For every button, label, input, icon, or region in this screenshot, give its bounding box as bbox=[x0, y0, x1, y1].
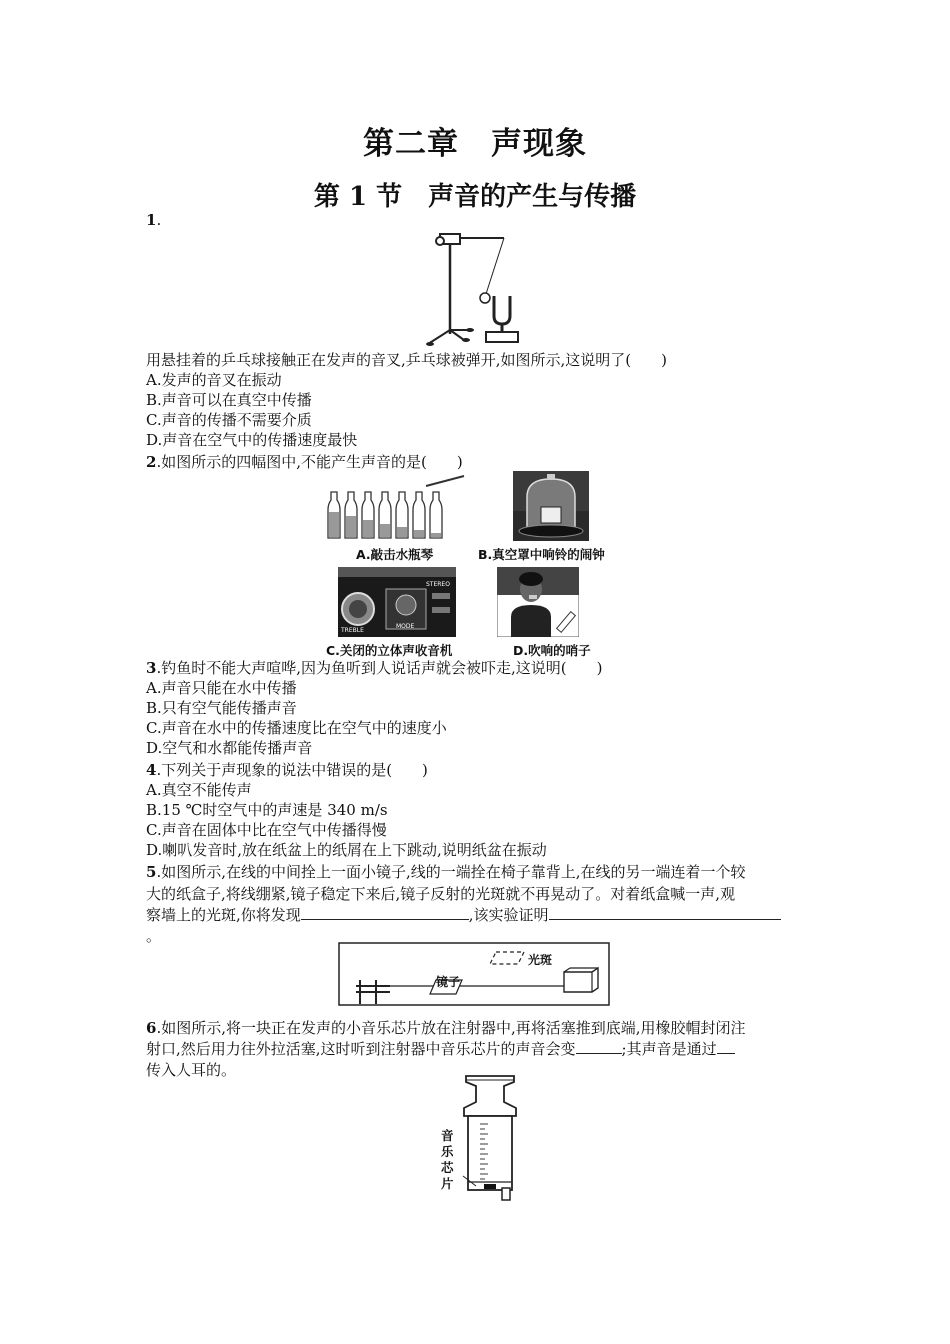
q1-option-b: B.声音可以在真空中传播 bbox=[146, 391, 312, 409]
radio-mode-label: MODE bbox=[396, 623, 415, 630]
vacuum-bell-jar-figure bbox=[513, 471, 589, 541]
q3-option-a: A.声音只能在水中传播 bbox=[146, 679, 297, 697]
boy-whistle-figure bbox=[497, 567, 579, 637]
q5-answer-blank-2[interactable] bbox=[549, 905, 781, 920]
syringe-figure bbox=[458, 1072, 524, 1204]
mirror-light-spot-figure bbox=[338, 942, 610, 1006]
q2-caption-d: D.吹响的哨子 bbox=[513, 643, 591, 658]
q1-option-c: C.声音的传播不需要介质 bbox=[146, 411, 312, 429]
q2-caption-b: B.真空罩中响铃的闹钟 bbox=[478, 547, 605, 562]
q6-line-3: 传入人耳的。 bbox=[146, 1061, 237, 1079]
q2-caption-a: A.敲击水瓶琴 bbox=[356, 547, 434, 562]
q6-label-music-chip: 音 乐 芯 片 bbox=[441, 1128, 454, 1191]
radio-stereo-label: STEREO bbox=[426, 581, 450, 588]
q6-line-1: 6.如图所示,将一块正在发声的小音乐芯片放在注射器中,再将活塞推到底端,用橡胶帽封闭注 bbox=[146, 1019, 746, 1037]
q3-option-b: B.只有空气能传播声音 bbox=[146, 699, 297, 717]
q2-caption-c: C.关闭的立体声收音机 bbox=[326, 643, 453, 658]
section-title: 第 1 节 声音的产生与传播 bbox=[313, 182, 637, 212]
q1-option-a: A.发声的音叉在振动 bbox=[146, 371, 282, 389]
q5-line-1: 5.如图所示,在线的中间拴上一面小镜子,线的一端拴在椅子靠背上,在线的另一端连着一个较 bbox=[146, 863, 746, 881]
q3-option-d: D.空气和水都能传播声音 bbox=[146, 739, 313, 757]
q5-line-4: 。 bbox=[146, 927, 162, 945]
q5-answer-blank-1[interactable] bbox=[301, 905, 469, 920]
tuning-fork-figure bbox=[420, 226, 530, 348]
q1-option-d: D.声音在空气中的传播速度最快 bbox=[146, 431, 358, 449]
q4-option-a: A.真空不能传声 bbox=[146, 781, 252, 799]
q5-line-2: 大的纸盒子,将线绷紧,镜子稳定下来后,镜子反射的光斑就不再晃动了。对着纸盒喊一声,观 bbox=[146, 885, 736, 903]
q2-stem: 2.如图所示的四幅图中,不能产生声音的是( ) bbox=[146, 453, 463, 471]
radio-treble-label: TREBLE bbox=[341, 627, 364, 634]
q4-option-c: C.声音在固体中比在空气中传播得慢 bbox=[146, 821, 387, 839]
q5-line-3: 察墙上的光斑,你将发现 ,该实验证明 bbox=[146, 905, 781, 925]
q4-option-b: B.15 ℃时空气中的声速是 340 m/s bbox=[146, 801, 388, 819]
stereo-radio-figure bbox=[338, 567, 456, 637]
q4-stem: 4.下列关于声现象的说法中错误的是( ) bbox=[146, 761, 428, 779]
q5-label-light-spot: 光斑 bbox=[528, 953, 553, 967]
water-bottle-xylophone-figure bbox=[326, 474, 466, 542]
q3-option-c: C.声音在水中的传播速度比在空气中的速度小 bbox=[146, 719, 447, 737]
q1-number: 1. bbox=[146, 211, 162, 229]
q5-label-mirror: 镜子 bbox=[436, 975, 461, 989]
q4-option-d: D.喇叭发音时,放在纸盆上的纸屑在上下跳动,说明纸盆在振动 bbox=[146, 841, 547, 859]
chapter-title: 第二章 声现象 bbox=[363, 126, 587, 162]
q3-stem: 3.钓鱼时不能大声喧哗,因为鱼听到人说话声就会被吓走,这说明( ) bbox=[146, 659, 603, 677]
q6-answer-blank-2[interactable] bbox=[717, 1039, 735, 1054]
q6-answer-blank-1[interactable] bbox=[576, 1039, 622, 1054]
q1-stem: 用悬挂着的乒乓球接触正在发声的音叉,乒乓球被弹开,如图所示,这说明了( ) bbox=[146, 351, 668, 369]
q6-line-2: 射口,然后用力往外拉活塞,这时听到注射器中音乐芯片的声音会变 ;其声音是通过 bbox=[146, 1039, 735, 1059]
